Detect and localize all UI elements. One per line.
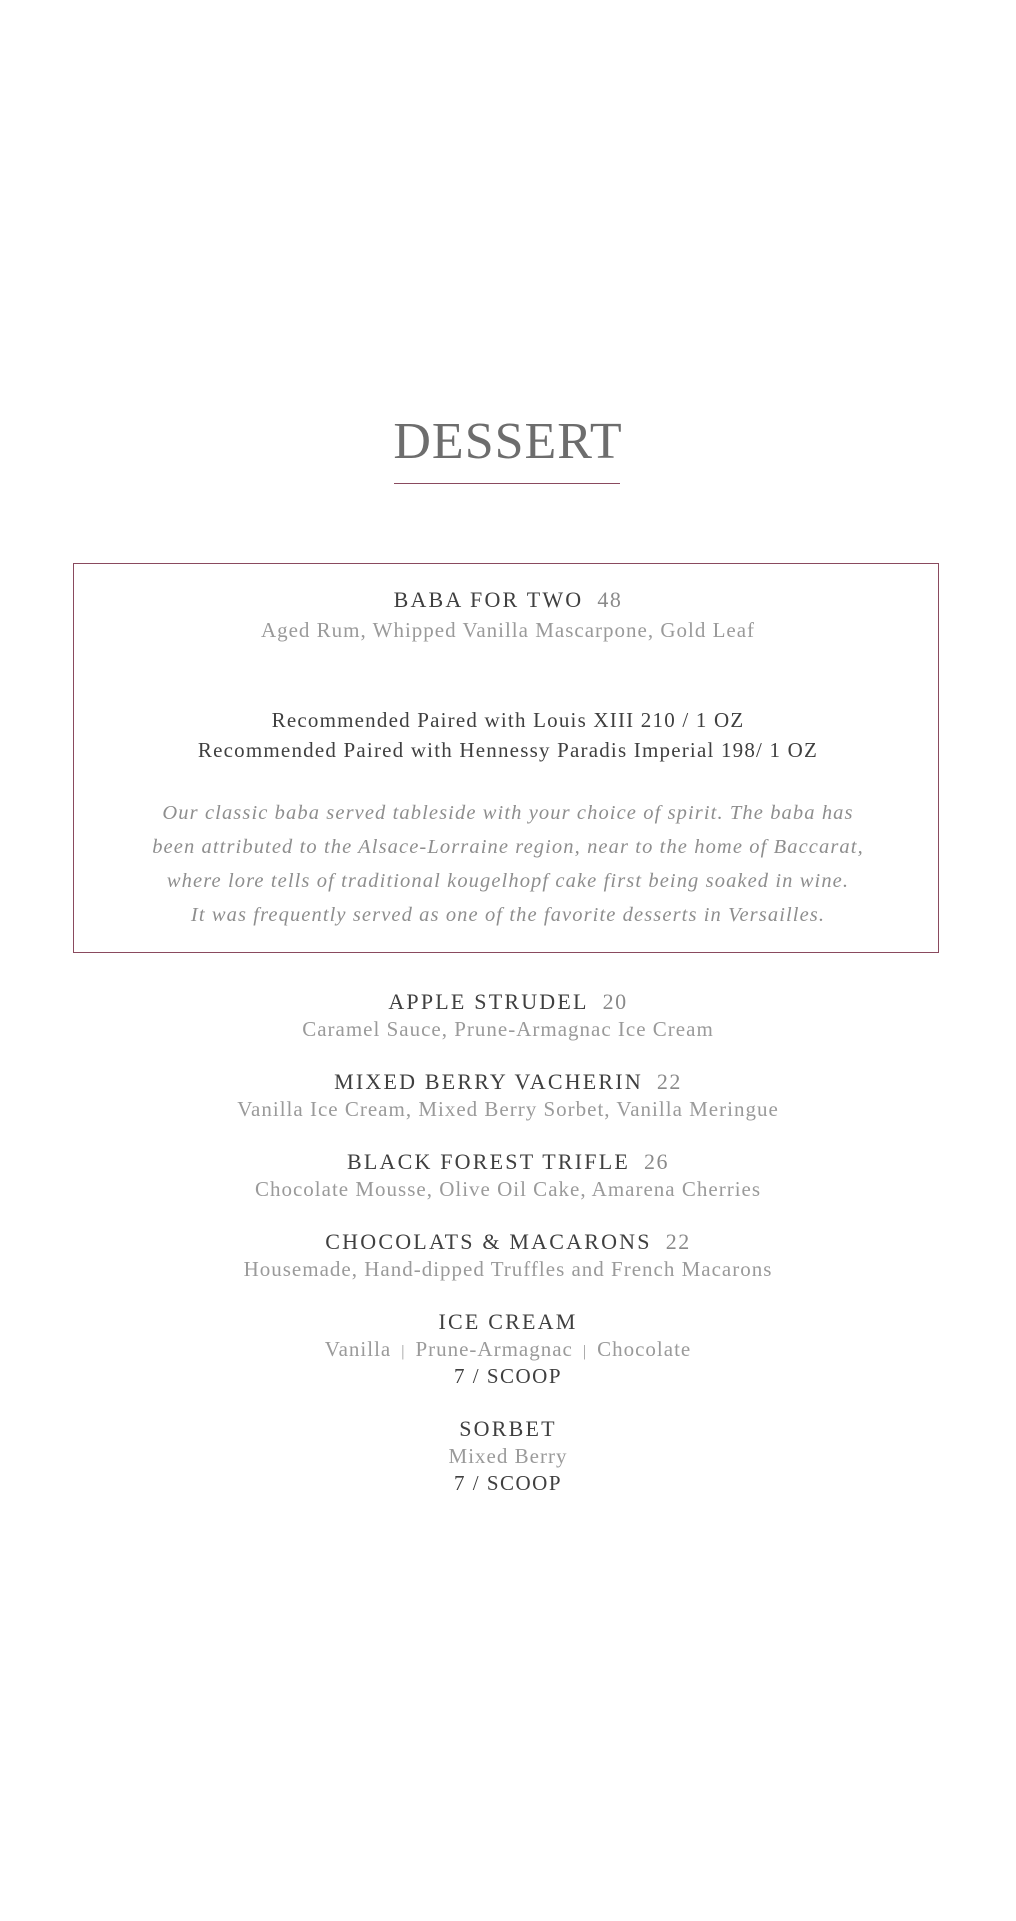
flavor-label: Prune-Armagnac — [415, 1337, 573, 1361]
ice-cream-name: ICE CREAM — [438, 1309, 578, 1334]
menu-item-heading — [0, 1068, 1016, 1096]
sorbet-flavor: Mixed Berry — [448, 1444, 568, 1468]
story-line: It was frequently served as one of the favorite desserts in Versailles. — [190, 904, 826, 926]
featured-item-name: BABA FOR TWO — [393, 587, 584, 612]
title-underline — [394, 483, 620, 484]
story-line: where lore tells of traditional kougelhopf cake first being soaked in wine. — [166, 870, 850, 892]
featured-item-price: 48 — [597, 587, 623, 612]
menu-item-name: MIXED BERRY VACHERIN — [334, 1069, 643, 1094]
menu-item-name: CHOCOLATS & MACARONS — [325, 1229, 652, 1254]
story-line: Our classic baba served tableside with your choice of spirit. The baba has — [162, 802, 854, 824]
page-title: DESSERT — [393, 413, 623, 470]
menu-item-description: Housemade, Hand-dipped Truffles and French Macarons — [243, 1257, 773, 1281]
story-line: been attributed to the Alsace-Lorraine region, near to the home of Baccarat, — [152, 836, 864, 858]
pairing-line: Recommended Paired with Louis XIII 210 / 1 OZ — [271, 708, 745, 732]
flavor-label: Chocolate — [597, 1337, 692, 1361]
menu-item-description: Vanilla Ice Cream, Mixed Berry Sorbet, Vanilla Meringue — [237, 1097, 779, 1121]
menu-item-description: Caramel Sauce, Prune-Armagnac Ice Cream — [302, 1017, 714, 1041]
menu-item-description: Chocolate Mousse, Olive Oil Cake, Amarena Cherries — [254, 1177, 762, 1201]
pairing-line: Recommended Paired with Hennessy Paradis Imperial 198/ 1 OZ — [197, 738, 819, 762]
menu-item-heading — [0, 988, 1016, 1016]
flavor-separator: | — [582, 1343, 588, 1360]
flavor-separator: | — [401, 1343, 406, 1360]
featured-item-heading — [0, 586, 1016, 614]
menu-item-price: 26 — [644, 1149, 670, 1174]
menu-item-heading — [0, 1228, 1016, 1256]
sorbet-price: 7 / SCOOP — [453, 1471, 563, 1495]
menu-item-heading — [0, 1148, 1016, 1176]
ice-cream-price: 7 / SCOOP — [453, 1364, 563, 1388]
menu-item-name: APPLE STRUDEL — [388, 989, 589, 1014]
menu-item-name: BLACK FOREST TRIFLE — [346, 1149, 631, 1174]
flavor-label: Vanilla — [324, 1337, 392, 1361]
menu-item-price: 20 — [602, 989, 628, 1014]
featured-item-description: Aged Rum, Whipped Vanilla Mascarpone, Gold Leaf — [260, 618, 756, 642]
menu-item-price: 22 — [656, 1069, 682, 1094]
sorbet-name: SORBET — [459, 1416, 557, 1441]
menu-item-price: 22 — [665, 1229, 691, 1254]
